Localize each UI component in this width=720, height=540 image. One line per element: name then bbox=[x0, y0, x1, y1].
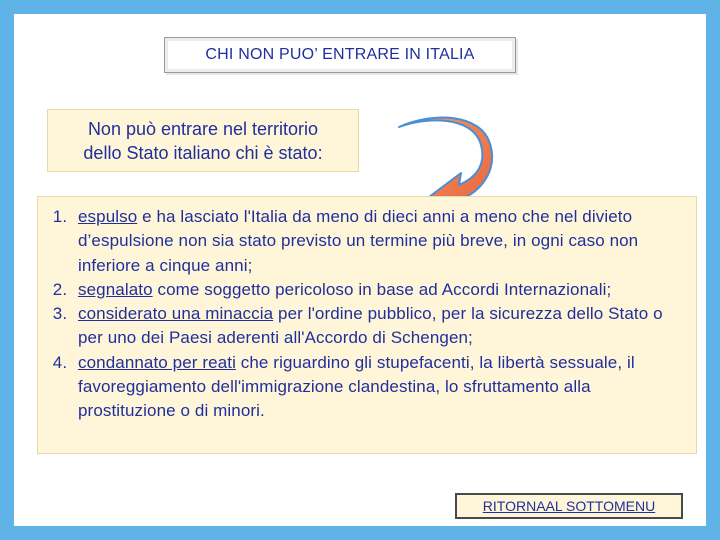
item-text: per l'ordine pubblico, per la sicurezza dello Stato o per uno dei Paesi aderenti all'Accordo di Schengen; bbox=[78, 304, 663, 348]
list-item bbox=[72, 302, 684, 351]
list-item bbox=[72, 351, 684, 424]
item-keyword: considerato una minaccia bbox=[78, 304, 274, 324]
intro-box bbox=[47, 109, 359, 172]
intro-line-2: dello Stato italiano chi è stato: bbox=[83, 142, 323, 163]
back-to-submenu-button[interactable]: RITORNAAL SOTTOMENU bbox=[455, 493, 683, 519]
item-text: come soggetto pericoloso in base ad Accordi Internazionali; bbox=[152, 279, 612, 299]
list-item bbox=[72, 278, 684, 302]
item-keyword: segnalato bbox=[78, 279, 153, 299]
conditions-box bbox=[37, 196, 697, 454]
item-keyword: espulso bbox=[78, 207, 138, 226]
item-keyword: condannato per reati bbox=[78, 352, 236, 372]
intro-line-1: Non può entrare nel territorio bbox=[87, 118, 319, 139]
list-item bbox=[72, 205, 684, 278]
item-text: che riguardino gli stupefacenti, la libertà sessuale, il favoreggiamento dell'immigrazione clandestina, lo sfruttamento alla prostituzione o di minori. bbox=[78, 352, 635, 421]
slide-title-box bbox=[164, 37, 516, 73]
slide-title: CHI NON PUO’ ENTRARE IN ITALIA bbox=[205, 46, 475, 63]
conditions-list bbox=[44, 205, 684, 424]
item-text: e ha lasciato l'Italia da meno di dieci anni a meno che nel divieto d’espulsione non sia stato previsto un termine più breve, in ogni caso non inferiore a cinque anni; bbox=[78, 207, 639, 275]
